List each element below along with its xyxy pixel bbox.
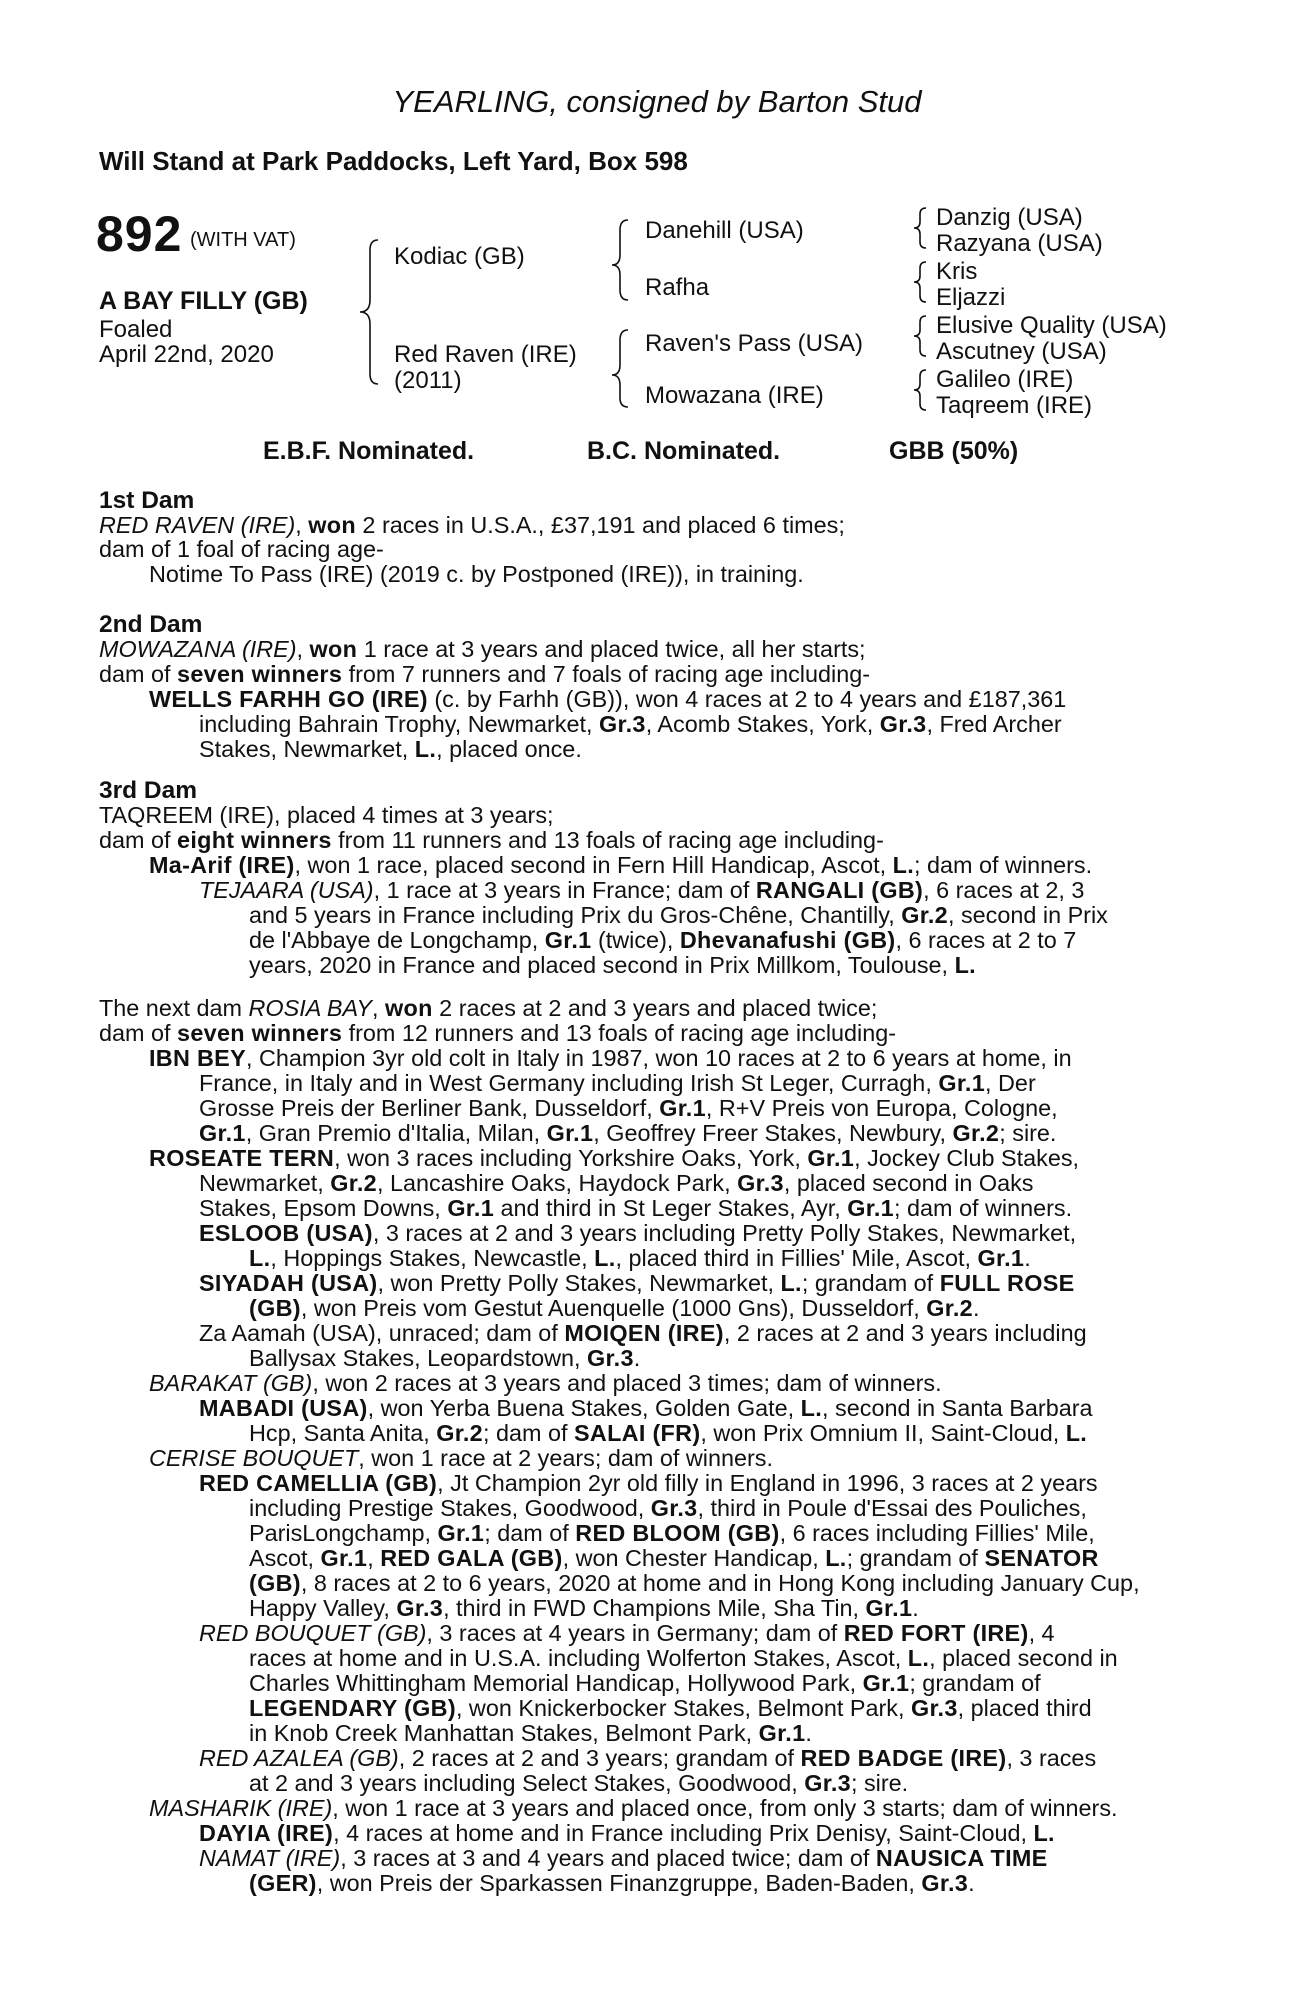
bold-text: RED CAMELLIA (GB)	[199, 1470, 438, 1496]
bold-text: RED BADGE (IRE)	[800, 1745, 1007, 1771]
text-run: from 12 runners and 13 foals of racing age including-	[342, 1020, 897, 1046]
record-line	[99, 514, 845, 537]
text-run: , Champion 3yr old colt in Italy in 1987, won 10 races at 2 to 6 years at home, in	[245, 1045, 1072, 1071]
bold-text: Gr.1	[862, 1670, 910, 1696]
text-run: , second in Santa Barbara	[822, 1395, 1093, 1421]
text-run: , 3 races at 3 and 4 years and placed twice; dam of	[340, 1845, 876, 1871]
record-line	[249, 1497, 1087, 1520]
record-line	[199, 1472, 1098, 1495]
record-line	[99, 538, 384, 561]
text-run: Hcp, Santa Anita,	[249, 1420, 437, 1446]
record-line	[99, 638, 866, 661]
bold-text: Gr.3	[737, 1170, 784, 1196]
record-line	[199, 1272, 1075, 1295]
section-title: 1st Dam	[99, 487, 195, 514]
text-run: ; sire.	[999, 1120, 1057, 1146]
bold-text: Gr.3	[587, 1345, 634, 1371]
text-run: races at home and in U.S.A. including Wolferton Stakes, Ascot,	[249, 1645, 908, 1671]
bold-text: MOIQEN (IRE)	[564, 1320, 724, 1346]
text-run: Happy Valley,	[249, 1595, 397, 1621]
text-run: ,	[367, 1545, 381, 1571]
bold-text: Gr.1	[758, 1720, 806, 1746]
bold-text: Gr.3	[879, 711, 927, 737]
bold-text: Gr.1	[659, 1095, 706, 1121]
bold-text: SIYADAH (USA)	[199, 1270, 378, 1296]
text-run: ParisLongchamp,	[249, 1520, 438, 1546]
italic-name: RED AZALEA (GB)	[199, 1745, 399, 1771]
text-run: ; dam of winners.	[893, 1195, 1073, 1221]
bold-text: DAYIA (IRE)	[199, 1820, 334, 1846]
text-run: and 5 years in France including Prix du Gros-Chêne, Chantilly,	[249, 902, 902, 928]
text-run: including Prestige Stakes, Goodwood,	[249, 1495, 651, 1521]
bold-text: L.	[249, 1245, 271, 1271]
text-run: dam of	[99, 661, 178, 687]
section-heading	[99, 489, 194, 514]
bold-text: L.	[892, 852, 915, 878]
record-line	[99, 997, 877, 1020]
text-run: from 11 runners and 13 foals of racing age including-	[331, 827, 884, 853]
text-run: ,	[372, 995, 386, 1021]
bold-text: Gr.1	[544, 927, 592, 953]
section-title: 2nd Dam	[99, 611, 203, 638]
text-run: ; grandam of	[909, 1670, 1041, 1696]
text-run: , second in Prix	[947, 902, 1108, 928]
text-run: , won Prix Omnium II, Saint-Cloud,	[700, 1420, 1066, 1446]
text-run: , placed second in Oaks	[783, 1170, 1034, 1196]
italic-name: CERISE BOUQUET	[149, 1445, 359, 1471]
text-run: , won Knickerbocker Stakes, Belmont Park,	[455, 1695, 911, 1721]
section-title: 3rd Dam	[99, 777, 198, 804]
text-run: .	[633, 1345, 641, 1371]
text-run: 2 races at 2 and 3 years and placed twice;	[432, 995, 878, 1021]
bold-text: Gr.1	[546, 1120, 594, 1146]
bold-text: IBN BEY	[149, 1045, 246, 1071]
record-line	[99, 663, 870, 686]
record-line	[149, 854, 1092, 877]
text-run: , Fred Archer	[926, 711, 1062, 737]
text-run: , won 2 races at 3 years and placed 3 times; dam of winners.	[312, 1370, 942, 1396]
record-line	[199, 1747, 1096, 1770]
text-run: , placed second in	[929, 1645, 1118, 1671]
bold-text: L.	[414, 736, 437, 762]
bold-text: Gr.2	[436, 1420, 483, 1446]
bold-text: Gr.2	[952, 1120, 1000, 1146]
bold-text: L.	[800, 1395, 823, 1421]
text-run: Grosse Preis der Berliner Bank, Dusseldorf,	[199, 1095, 660, 1121]
record-line	[249, 1672, 1041, 1695]
record-line	[199, 713, 1062, 736]
sire-dam: Rafha	[645, 274, 710, 301]
bold-text: won	[309, 636, 358, 662]
record-line	[199, 1197, 1072, 1220]
sire-sire-sire: Danzig (USA)	[936, 204, 1083, 231]
italic-name: RED BOUQUET (GB)	[199, 1620, 427, 1646]
record-line	[199, 1847, 1048, 1870]
bold-text: WELLS FARHH GO (IRE)	[149, 686, 428, 712]
text-run: dam of	[99, 827, 178, 853]
ebf-nomination: E.B.F. Nominated.	[263, 437, 475, 465]
text-run: .	[805, 1720, 812, 1746]
text-run: Newmarket,	[199, 1170, 331, 1196]
text-run: , Geoffrey Freer Stakes, Newbury,	[593, 1120, 953, 1146]
text-run: Ballysax Stakes, Leopardstown,	[249, 1345, 588, 1371]
record-line	[199, 879, 1084, 902]
text-run: , won 3 races including Yorkshire Oaks, York,	[334, 1145, 808, 1171]
record-line	[149, 1797, 1118, 1820]
text-run: .	[1024, 1245, 1031, 1271]
text-run: , 8 races at 2 to 6 years, 2020 at home and in Hong Kong including January Cup,	[300, 1570, 1140, 1596]
foaled-date: April 22nd, 2020	[99, 341, 274, 368]
dam-sire-sire: Elusive Quality (USA)	[936, 312, 1167, 339]
record-line	[249, 1347, 640, 1370]
text-run: , Acomb Stakes, York,	[645, 711, 880, 737]
sire-sire-dam: Razyana (USA)	[936, 230, 1103, 257]
record-line	[149, 1147, 1079, 1170]
bold-text: FULL ROSE	[939, 1270, 1075, 1296]
text-run: Charles Whittingham Memorial Handicap, Hollywood Park,	[249, 1670, 863, 1696]
italic-name: ROSIA BAY	[248, 995, 373, 1021]
bold-text: Gr.1	[865, 1595, 913, 1621]
dam-dam: Mowazana (IRE)	[645, 382, 824, 409]
bold-text: RED FORT (IRE)	[843, 1620, 1029, 1646]
text-run: , won 1 race at 2 years; dam of winners.	[358, 1445, 773, 1471]
text-run: , Jockey Club Stakes,	[854, 1145, 1080, 1171]
bold-text: L.	[907, 1645, 930, 1671]
text-run: , won 1 race, placed second in Fern Hill Handicap, Ascot,	[294, 852, 893, 878]
record-line	[249, 1697, 1092, 1720]
dam-sire-dam: Ascutney (USA)	[936, 338, 1107, 365]
dam-year: (2011)	[394, 367, 462, 394]
dam-dam-dam: Taqreem (IRE)	[936, 392, 1093, 419]
text-run: , won Preis der Sparkassen Finanzgruppe, Baden-Baden,	[316, 1870, 922, 1896]
record-line	[249, 1872, 975, 1895]
sire-dam-sire: Kris	[936, 258, 978, 285]
text-run: France, in Italy and in West Germany including Irish St Leger, Curragh,	[199, 1070, 939, 1096]
record-line	[99, 829, 884, 852]
lot-number: 892	[96, 206, 183, 262]
bold-text: SENATOR	[984, 1545, 1099, 1571]
bold-text: L.	[594, 1245, 616, 1271]
record-line	[149, 1047, 1072, 1070]
bold-text: L.	[954, 952, 976, 978]
record-line	[199, 738, 582, 761]
dam: Red Raven (IRE)	[394, 341, 577, 368]
record-line	[149, 1372, 942, 1395]
italic-name: TEJAARA (USA)	[199, 877, 374, 903]
record-line	[249, 929, 1076, 952]
italic-name: RED RAVEN (IRE)	[99, 512, 296, 538]
text-run: , Hoppings Stakes, Newcastle,	[270, 1245, 595, 1271]
bold-text: Ma-Arif (IRE)	[149, 852, 295, 878]
text-run: , 3 races	[1006, 1745, 1097, 1771]
bold-text: seven winners	[177, 1020, 343, 1046]
bold-text: L.	[1065, 1420, 1088, 1446]
bold-text: LEGENDARY (GB)	[249, 1695, 456, 1721]
text-run: , 2 races at 2 and 3 years; grandam of	[398, 1745, 801, 1771]
record-line	[249, 1772, 908, 1795]
record-line	[149, 1447, 773, 1470]
record-line	[249, 1422, 1087, 1445]
bold-text: Gr.3	[910, 1695, 958, 1721]
text-run: , won 1 race at 3 years and placed once, from only 3 starts; dam of winners.	[332, 1795, 1118, 1821]
text-run: (twice),	[591, 927, 680, 953]
text-run: , placed once.	[436, 736, 582, 762]
sire: Kodiac (GB)	[394, 243, 525, 270]
text-run: ; grandam of	[846, 1545, 985, 1571]
horse-name: A BAY FILLY (GB)	[99, 287, 308, 315]
dam-sire: Raven's Pass (USA)	[645, 330, 863, 357]
text-run: , 6 races at 2, 3	[923, 877, 1085, 903]
bold-text: MABADI (USA)	[199, 1395, 368, 1421]
record-line	[199, 1822, 1055, 1845]
bold-text: (GB)	[249, 1295, 301, 1321]
text-run: years, 2020 in France and placed second in Prix Millkom, Toulouse,	[249, 952, 955, 978]
record-line	[249, 904, 1108, 927]
text-run: , Gran Premio d'Italia, Milan,	[245, 1120, 547, 1146]
record-line	[249, 1297, 979, 1320]
text-run: Notime To Pass (IRE) (2019 c. by Postponed (IRE)), in training.	[149, 561, 804, 587]
bold-text: Gr.3	[921, 1870, 969, 1896]
record-line	[249, 1247, 1031, 1270]
italic-name: MASHARIK (IRE)	[149, 1795, 333, 1821]
text-run: TAQREEM (IRE), placed 4 times at 3 years;	[99, 802, 554, 828]
text-run: , won Pretty Polly Stakes, Newmarket,	[377, 1270, 781, 1296]
text-run: , R+V Preis von Europa, Cologne,	[705, 1095, 1058, 1121]
text-run: , 2 races at 2 and 3 years including	[723, 1320, 1087, 1346]
bold-text: Gr.1	[437, 1520, 485, 1546]
record-line	[249, 1572, 1140, 1595]
bold-text: L.	[1033, 1820, 1055, 1846]
text-run: .	[912, 1595, 919, 1621]
text-run: ,	[296, 636, 310, 662]
text-run: dam of 1 foal of racing age-	[99, 536, 384, 562]
text-run: ; sire.	[850, 1770, 909, 1796]
text-run: , 4	[1028, 1620, 1055, 1646]
bold-text: won	[385, 995, 433, 1021]
text-run: and third in St Leger Stakes, Ayr,	[494, 1195, 848, 1221]
section-heading	[99, 779, 197, 804]
record-line	[249, 954, 976, 977]
bold-text: eight winners	[177, 827, 332, 853]
bold-text: Gr.1	[447, 1195, 495, 1221]
text-run: .	[972, 1295, 980, 1321]
text-run: The next dam	[99, 995, 249, 1021]
gbb-status: GBB (50%)	[889, 437, 1019, 465]
bold-text: Gr.1	[807, 1145, 855, 1171]
bold-text: Gr.2	[901, 902, 948, 928]
text-run: Ascot,	[249, 1545, 321, 1571]
section-heading	[99, 613, 202, 638]
text-run: , 4 races at home and in France including Prix Denisy, Saint-Cloud,	[333, 1820, 1034, 1846]
text-run: , won Preis vom Gestut Auenquelle (1000 Gns), Dusseldorf,	[300, 1295, 927, 1321]
bold-text: NAUSICA TIME	[875, 1845, 1048, 1871]
bold-text: ESLOOB (USA)	[199, 1220, 373, 1246]
record-line	[199, 1322, 1087, 1345]
text-run: from 7 runners and 7 foals of racing age including-	[342, 661, 871, 687]
text-run: ; dam of	[484, 1520, 576, 1546]
bold-text: Gr.2	[330, 1170, 377, 1196]
text-run: , placed third in Fillies' Mile, Ascot,	[615, 1245, 978, 1271]
bold-text: Gr.3	[804, 1770, 851, 1796]
bold-text: L.	[780, 1270, 802, 1296]
bold-text: won	[308, 512, 356, 538]
vat-note: (WITH VAT)	[190, 229, 296, 251]
text-run: at 2 and 3 years including Select Stakes, Goodwood,	[249, 1770, 805, 1796]
text-run: , 3 races at 4 years in Germany; dam of	[426, 1620, 844, 1646]
bold-text: Gr.1	[320, 1545, 368, 1571]
catalogue-header: YEARLING, consigned by Barton Stud	[392, 84, 922, 119]
text-run: .	[968, 1870, 975, 1896]
text-run: ; grandam of	[801, 1270, 940, 1296]
record-line	[199, 1072, 1036, 1095]
text-run: , won Yerba Buena Stakes, Golden Gate,	[367, 1395, 801, 1421]
bold-text: Gr.1	[938, 1070, 986, 1096]
text-run: ; dam of winners.	[914, 852, 1093, 878]
bold-text: Gr.3	[396, 1595, 444, 1621]
text-run: , third in Poule d'Essai des Pouliches,	[697, 1495, 1087, 1521]
record-line	[249, 1597, 919, 1620]
bold-text: Gr.3	[650, 1495, 698, 1521]
text-run: , 6 races at 2 to 7	[895, 927, 1077, 953]
text-run: , Jt Champion 2yr old filly in England in 1996, 3 races at 2 years	[437, 1470, 1098, 1496]
text-run: , 6 races including Fillies' Mile,	[779, 1520, 1095, 1546]
text-run: 1 race at 3 years and placed twice, all her starts;	[357, 636, 866, 662]
record-line	[199, 1097, 1058, 1120]
text-run: ; dam of	[482, 1420, 574, 1446]
italic-name: NAMAT (IRE)	[199, 1845, 341, 1871]
sire-sire: Danehill (USA)	[645, 217, 804, 244]
bold-text: Gr.2	[926, 1295, 973, 1321]
foaled-label: Foaled	[99, 316, 173, 343]
text-run: (c. by Farhh (GB)), won 4 races at 2 to 4 years and £187,361	[427, 686, 1067, 712]
text-run: , Der	[985, 1070, 1036, 1096]
bold-text: L.	[825, 1545, 847, 1571]
record-line	[249, 1547, 1099, 1570]
record-line	[199, 1222, 1076, 1245]
bold-text: SALAI (FR)	[573, 1420, 701, 1446]
record-line	[249, 1722, 812, 1745]
italic-name: BARAKAT (GB)	[149, 1370, 313, 1396]
bold-text: RANGALI (GB)	[755, 877, 924, 903]
record-line	[249, 1647, 1118, 1670]
bold-text: ROSEATE TERN	[149, 1145, 335, 1171]
bold-text: Gr.1	[199, 1120, 246, 1146]
bold-text: seven winners	[177, 661, 343, 687]
text-run: , 3 races at 2 and 3 years including Pretty Polly Stakes, Newmarket,	[372, 1220, 1077, 1246]
text-run: in Knob Creek Manhattan Stakes, Belmont Park,	[249, 1720, 759, 1746]
text-run: Za Aamah (USA), unraced; dam of	[199, 1320, 565, 1346]
bold-text: Gr.3	[599, 711, 646, 737]
bold-text: Gr.1	[977, 1245, 1025, 1271]
bold-text: Gr.1	[847, 1195, 894, 1221]
text-run: , won Chester Handicap,	[562, 1545, 826, 1571]
text-run: , 1 race at 3 years in France; dam of	[373, 877, 756, 903]
record-line	[99, 804, 554, 827]
record-line	[249, 1522, 1095, 1545]
text-run: , third in FWD Champions Mile, Sha Tin,	[443, 1595, 866, 1621]
bold-text: (GER)	[249, 1870, 317, 1896]
record-line	[149, 688, 1066, 711]
bold-text: (GB)	[249, 1570, 301, 1596]
text-run: , Lancashire Oaks, Haydock Park,	[377, 1170, 738, 1196]
stand-location: Will Stand at Park Paddocks, Left Yard, Box 598	[99, 146, 688, 176]
record-line	[199, 1122, 1056, 1145]
sire-dam-dam: Eljazzi	[936, 284, 1006, 311]
dam-dam-sire: Galileo (IRE)	[936, 366, 1074, 393]
text-run: ,	[295, 512, 309, 538]
text-run: including Bahrain Trophy, Newmarket,	[199, 711, 599, 737]
text-run: de l'Abbaye de Longchamp,	[249, 927, 545, 953]
record-line	[199, 1397, 1093, 1420]
italic-name: MOWAZANA (IRE)	[99, 636, 297, 662]
text-run: 2 races in U.S.A., £37,191 and placed 6 times;	[355, 512, 845, 538]
record-line	[199, 1172, 1034, 1195]
record-line	[99, 1022, 896, 1045]
bold-text: RED GALA (GB)	[380, 1545, 563, 1571]
text-run: dam of	[99, 1020, 178, 1046]
bold-text: RED BLOOM (GB)	[575, 1520, 780, 1546]
record-line	[199, 1622, 1055, 1645]
record-line	[149, 563, 804, 586]
text-run: Stakes, Newmarket,	[199, 736, 415, 762]
bold-text: Dhevanafushi (GB)	[679, 927, 896, 953]
bc-nomination: B.C. Nominated.	[587, 437, 781, 465]
text-run: , placed third	[957, 1695, 1092, 1721]
text-run: Stakes, Epsom Downs,	[199, 1195, 448, 1221]
